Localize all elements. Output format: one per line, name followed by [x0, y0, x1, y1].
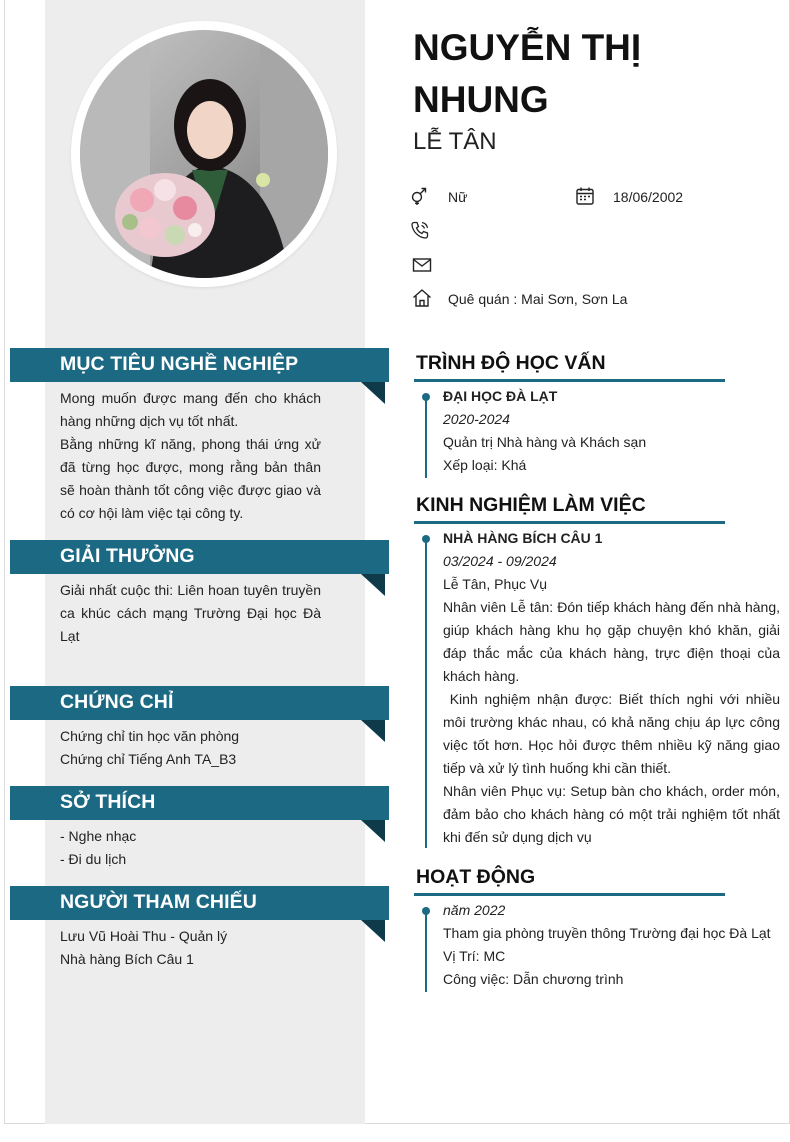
ribbon-fold — [361, 382, 385, 404]
section-header-certificates — [10, 686, 389, 720]
hometown-value: Quê quán : Mai Sơn, Sơn La — [448, 291, 628, 307]
section-title-awards: GIẢI THƯỞNG — [60, 545, 195, 567]
activity-line: Tham gia phòng truyền thông Trường đại học Đà Lạt — [443, 925, 771, 941]
timeline-dot — [422, 535, 430, 543]
section-header-references — [10, 886, 389, 920]
home-icon — [412, 288, 432, 308]
reference-line: Lưu Vũ Hoài Thu - Quản lý — [60, 928, 228, 944]
experience-role: Lễ Tân, Phục Vụ — [443, 576, 548, 592]
experience-paragraph: Nhân viên Phục vụ: Setup bàn cho khách, order món, đảm bảo cho khách hàng có một trải nghiệm tốt nhất khi đến sử dụng dịch vụ — [443, 783, 780, 845]
timeline-line — [425, 540, 427, 848]
phone-icon — [410, 220, 430, 240]
section-rule — [414, 521, 725, 524]
award-line: Giải nhất cuộc thi: Liên hoan tuyên truyền ca khúc cách mạng Trường Đại học Đà Lạt — [60, 582, 321, 644]
mail-icon — [412, 255, 432, 275]
avatar — [80, 30, 328, 278]
candidate-position: LỄ TÂN — [413, 128, 497, 155]
section-rule — [414, 379, 725, 382]
activity-year: năm 2022 — [443, 902, 506, 918]
reference-line: Nhà hàng Bích Câu 1 — [60, 951, 194, 967]
references-text — [60, 925, 321, 971]
education-school: ĐẠI HỌC ĐÀ LẠT — [443, 388, 558, 404]
section-title-activities: HOẠT ĐỘNG — [416, 866, 536, 888]
gender-value: Nữ — [448, 189, 468, 205]
section-rule — [414, 893, 725, 896]
experience-company: NHÀ HÀNG BÍCH CÂU 1 — [443, 530, 603, 546]
experience-description — [443, 596, 784, 849]
ribbon-fold — [361, 920, 385, 942]
section-header-awards — [10, 540, 389, 574]
awards-text — [60, 579, 321, 648]
section-title-references: NGƯỜI THAM CHIẾU — [60, 891, 257, 913]
certificate-line: Chứng chỉ Tiếng Anh TA_B3 — [60, 751, 237, 767]
section-title-objective: MỤC TIÊU NGHỀ NGHIỆP — [60, 353, 299, 375]
objective-text — [60, 387, 321, 525]
cv-page — [4, 0, 790, 1124]
avatar-photo — [80, 30, 328, 278]
education-major: Quản trị Nhà hàng và Khách sạn — [443, 434, 647, 450]
timeline-line — [425, 398, 427, 478]
gender-icon — [409, 186, 429, 206]
education-grade: Xếp loại: Khá — [443, 457, 527, 473]
certificates-text — [60, 725, 321, 771]
timeline-dot — [422, 393, 430, 401]
birthday-value: 18/06/2002 — [613, 189, 684, 205]
ribbon-fold — [361, 574, 385, 596]
section-header-objective — [10, 348, 389, 382]
section-title-experience: KINH NGHIỆM LÀM VIỆC — [416, 494, 646, 516]
experience-period: 03/2024 - 09/2024 — [443, 553, 557, 569]
timeline-line — [425, 912, 427, 992]
ribbon-fold — [361, 820, 385, 842]
section-title-education: TRÌNH ĐỘ HỌC VẤN — [416, 352, 606, 374]
activity-line: Công việc: Dẫn chương trình — [443, 971, 624, 987]
candidate-name: NGUYỄN THỊ NHUNG — [413, 27, 642, 120]
objective-line: Mong muốn được mang đến cho khách hàng những dịch vụ tốt nhất. — [60, 390, 321, 429]
hobby-line: - Đi du lịch — [60, 851, 127, 867]
timeline-dot — [422, 907, 430, 915]
experience-paragraph: Kinh nghiệm nhận được: Biết thích nghi với nhiều môi trường khác nhau, có khả năng chịu áp lực công việc tốt hơn. Học hỏi được thêm nhiều kỹ năng giao tiếp và xử lý tình huống khi cần thiết. — [443, 691, 784, 776]
experience-paragraph: Nhân viên Lễ tân: Đón tiếp khách hàng đến nhà hàng, giúp khách hàng khu họ gặp chuyện khó khăn, giải đáp thắc mắc của khách hàng, trực điện thoại của khách hàng. — [443, 599, 780, 684]
certificate-line: Chứng chỉ tin học văn phòng — [60, 728, 240, 744]
section-title-certificates: CHỨNG CHỈ — [60, 691, 174, 713]
section-header-hobbies — [10, 786, 389, 820]
hobby-line: - Nghe nhạc — [60, 828, 137, 844]
hobbies-text — [60, 825, 321, 871]
calendar-icon — [575, 186, 595, 206]
activity-line: Vị Trí: MC — [443, 948, 506, 964]
objective-line: Bằng những kĩ năng, phong thái ứng xử đã từng học được, mong rằng bản thân sẽ hoàn thành tốt công việc được giao và có cơ hội làm việc tại công ty. — [60, 436, 321, 521]
education-period: 2020-2024 — [443, 411, 510, 427]
section-title-hobbies: SỞ THÍCH — [60, 791, 156, 813]
ribbon-fold — [361, 720, 385, 742]
